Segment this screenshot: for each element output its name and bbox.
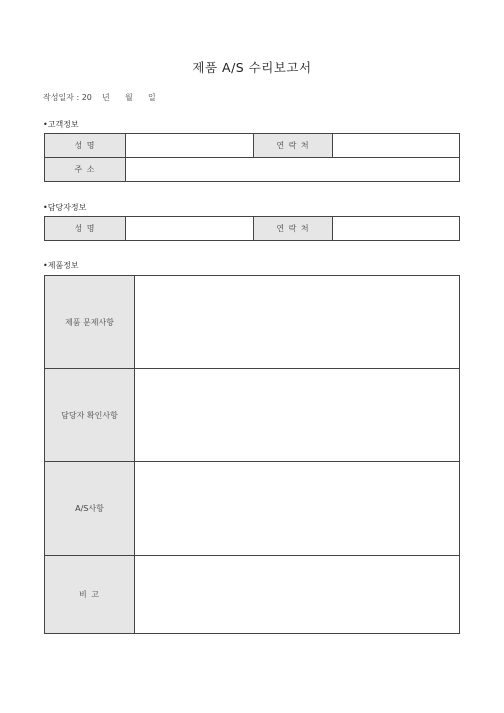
product-section-label: •제품정보 (43, 261, 79, 270)
customer-section-label: •고객정보 (43, 120, 79, 129)
product-row-as (45, 462, 460, 556)
product-as-field[interactable] (135, 462, 460, 556)
staff-contact-field[interactable] (333, 217, 460, 241)
date-line: 작성일자 : 20 년 월 일 (43, 93, 156, 102)
staff-name-field[interactable] (126, 217, 254, 241)
staff-contact-label: 연 락 처 (254, 217, 333, 241)
product-issue-field[interactable] (135, 276, 460, 369)
product-staff-check-label: 담당자 확인사항 (45, 369, 135, 462)
customer-table (44, 133, 460, 182)
product-issue-label: 제품 문제사항 (45, 276, 135, 369)
product-remarks-field[interactable] (135, 556, 460, 634)
customer-name-field[interactable] (126, 134, 254, 158)
staff-row-name (45, 217, 460, 241)
staff-table (44, 216, 460, 241)
customer-address-label: 주 소 (45, 158, 126, 182)
product-row-remarks (45, 556, 460, 634)
staff-name-label: 성 명 (45, 217, 126, 241)
product-staff-check-field[interactable] (135, 369, 460, 462)
product-row-issue (45, 276, 460, 369)
product-remarks-label: 비 고 (45, 556, 135, 634)
product-table (44, 275, 460, 634)
customer-address-field[interactable] (126, 158, 460, 182)
customer-contact-label: 연 락 처 (254, 134, 333, 158)
document-title: 제품 A/S 수리보고서 (192, 60, 312, 75)
customer-name-label: 성 명 (45, 134, 126, 158)
customer-contact-field[interactable] (333, 134, 460, 158)
product-row-staff-check (45, 369, 460, 462)
staff-section-label: •담당자정보 (43, 203, 87, 212)
customer-row-name (45, 134, 460, 158)
customer-row-address (45, 158, 460, 182)
product-as-label: A/S사항 (45, 462, 135, 556)
